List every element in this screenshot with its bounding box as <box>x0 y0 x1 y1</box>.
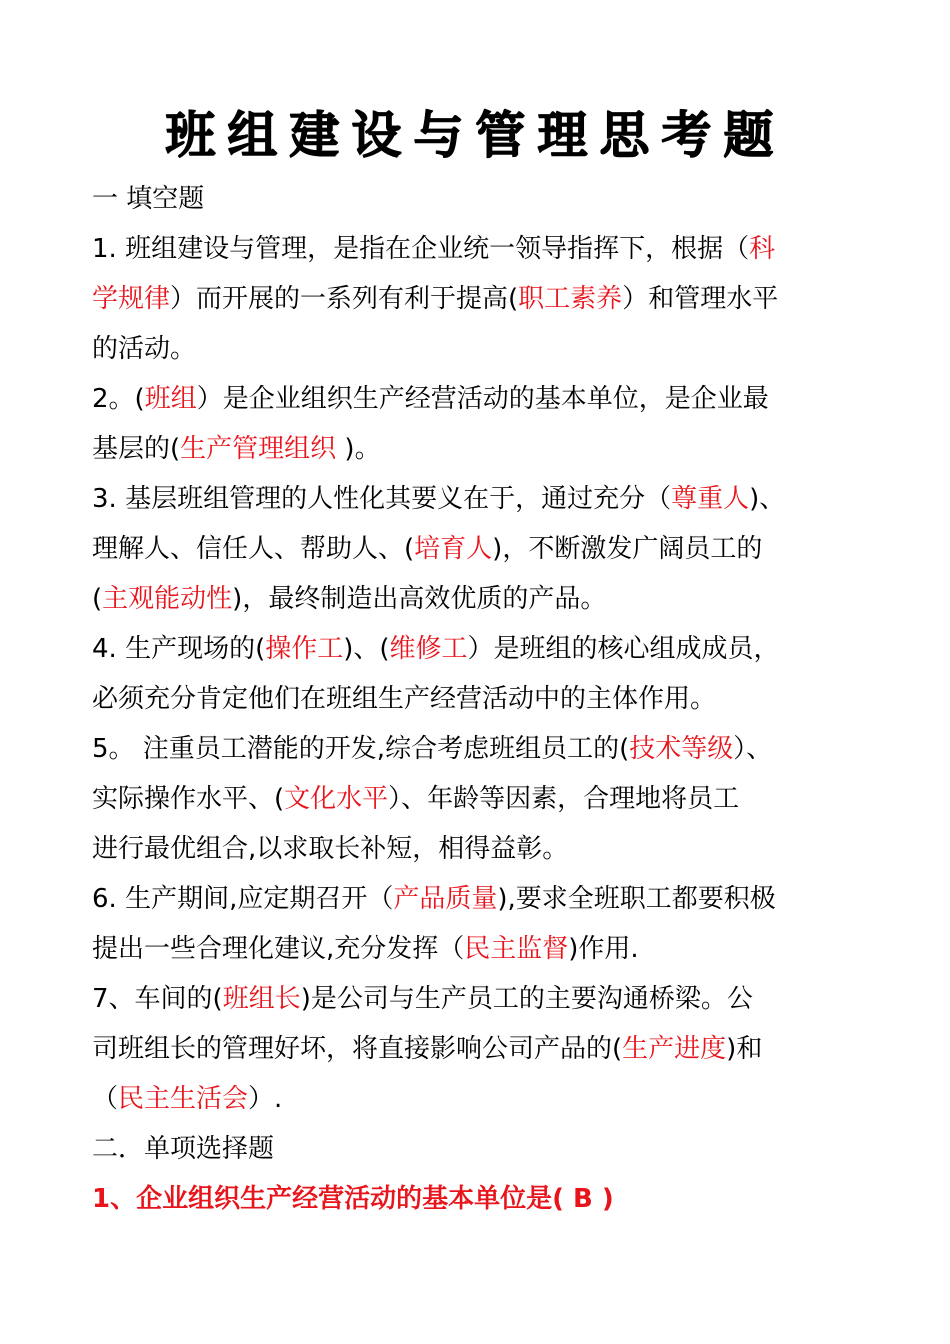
page-title: 班组建设与管理思考题 <box>165 106 785 164</box>
answer-7a: 班组长 <box>222 984 301 1014</box>
question-3-line-1: 3. 基层班组管理的人性化其要义在于，通过充分（尊重人)、 <box>92 484 786 514</box>
question-1-line-3: 的活动。 <box>92 334 197 364</box>
answer-7b: 生产进度 <box>622 1034 727 1064</box>
question-5-line-1: 5。 注重员工潜能的开发,综合考虑班组员工的(技术等级）、 <box>92 734 773 764</box>
answer-5a: 技术等级 <box>629 734 734 764</box>
answer-2a: 班组 <box>144 384 197 414</box>
question-4-line-1: 4. 生产现场的(操作工)、(维修工）是班组的核心组成成员， <box>92 634 780 664</box>
answer-6a: 产品质量 <box>393 884 498 914</box>
mc-question-1: 1、企业组织生产经营活动的基本单位是( B ) <box>92 1184 614 1214</box>
answer-3a: 尊重人 <box>671 484 750 514</box>
document-body <box>92 174 872 1224</box>
answer-6b: 民主监督 <box>464 934 569 964</box>
answer-4a: 操作工 <box>265 634 344 664</box>
question-3-line-2: 理解人、信任人、帮助人、(培育人)，不断激发广阔员工的 <box>92 534 763 564</box>
question-1-line-2: 学规律）而开展的一系列有利于提高(职工素养）和管理水平 <box>92 284 779 314</box>
answer-1a-cont: 学规律 <box>92 284 171 314</box>
answer-1b: 职工素养 <box>518 284 623 314</box>
question-7-line-3: （民主生活会）. <box>92 1084 283 1114</box>
question-7-line-1: 7、车间的(班组长)是公司与生产员工的主要沟通桥梁。公 <box>92 984 753 1014</box>
question-6-line-2: 提出一些合理化建议,充分发挥（民主监督)作用. <box>92 934 639 964</box>
question-5-line-3: 进行最优组合,以求取长补短，相得益彰。 <box>92 834 569 864</box>
answer-5b: 文化水平 <box>284 784 389 814</box>
question-6-line-1: 6. 生产期间,应定期召开（产品质量),要求全班职工都要积极 <box>92 884 776 914</box>
question-7-line-2: 司班组长的管理好坏，将直接影响公司产品的(生产进度)和 <box>92 1034 763 1064</box>
question-5-line-2: 实际操作水平、(文化水平）、年龄等因素，合理地将员工 <box>92 784 740 814</box>
section-heading-fill-blank: 一 填空题 <box>92 184 205 214</box>
section-heading-multiple-choice: 二．单项选择题 <box>92 1134 275 1164</box>
answer-7c: 民主生活会 <box>118 1084 249 1114</box>
answer-3b: 培育人 <box>414 534 493 564</box>
question-1-line-1: 1. 班组建设与管理，是指在企业统一领导指挥下，根据（科 <box>92 234 776 264</box>
question-2-line-1: 2。(班组）是企业组织生产经营活动的基本单位，是企业最 <box>92 384 769 414</box>
answer-1a: 科 <box>749 234 776 264</box>
question-4-line-2: 必须充分肯定他们在班组生产经营活动中的主体作用。 <box>92 684 717 714</box>
question-3-line-3: (主观能动性)，最终制造出高效优质的产品。 <box>92 584 607 614</box>
answer-2b: 生产管理组织 <box>180 434 345 464</box>
answer-4b: 维修工 <box>389 634 468 664</box>
answer-3c: 主观能动性 <box>102 584 233 614</box>
question-2-line-2: 基层的(生产管理组织 )。 <box>92 434 381 464</box>
